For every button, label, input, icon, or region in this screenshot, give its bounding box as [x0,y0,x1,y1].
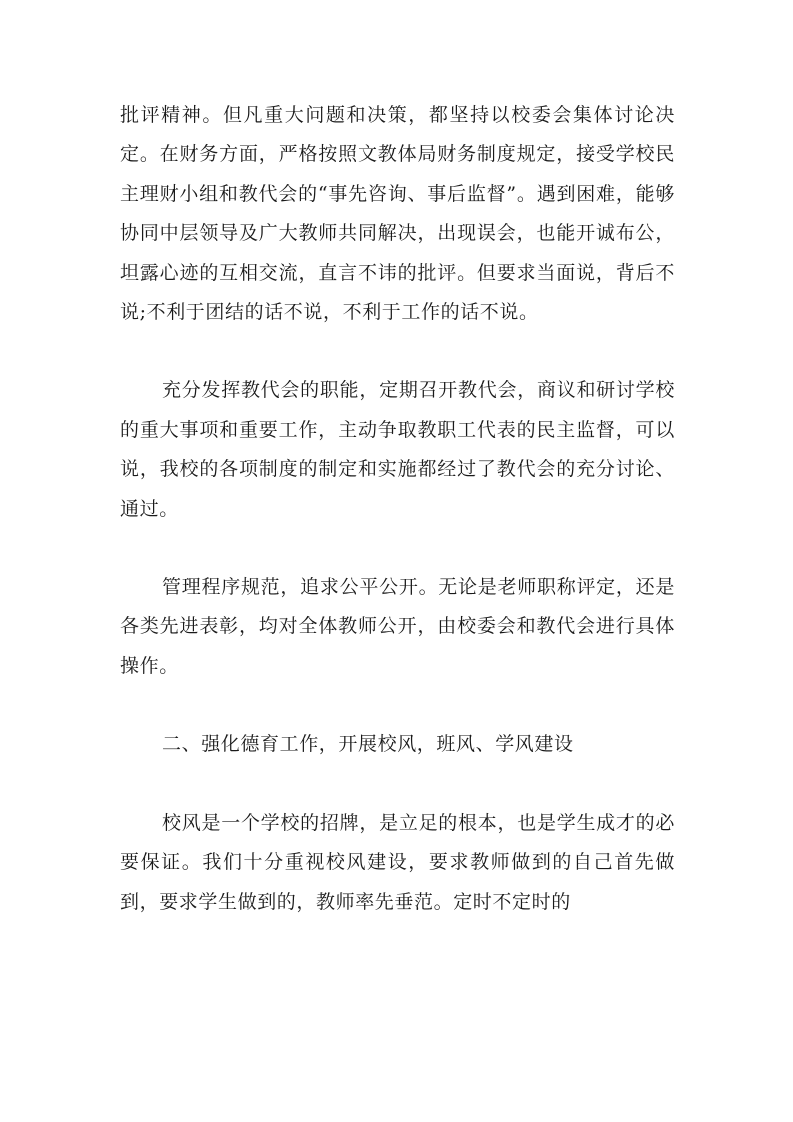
section-heading: 二、强化德育工作，开展校风，班风、学风建设 [162,733,574,756]
paragraph-spacer [120,686,675,725]
paragraph-fair-management: 管理程序规范，追求公平公开。无论是老师职称评定，还是各类先进表彰，均对全体教师公开，由校委会和教代会进行具体操作。 [120,576,675,677]
document-body [120,96,675,922]
paragraph-continuation: 批评精神。但凡重大问题和决策，都坚持以校委会集体讨论决定。在财务方面，严格按照文教体局财务制度规定，接受学校民主理财小组和教代会的“事先咨询、事后监督”。遇到困难，能够协同中层领导及广大教师共同解决，出现误会，也能开诚布公，坦露心迹的互相交流，直言不讳的批评。但要求当面说，背后不说;不利于团结的话不说，不利于工作的话不说。 [120,104,675,324]
paragraph-spacer [120,332,675,371]
paragraph-spacer [120,529,675,568]
paragraph-spacer [120,765,675,804]
paragraph-staff-congress: 充分发挥教代会的职能，定期召开教代会，商议和研讨学校的重大事项和重要工作，主动争取教职工代表的民主监督，可以说，我校的各项制度的制定和实施都经过了教代会的充分讨论、通过。 [120,379,675,520]
paragraph-school-spirit: 校风是一个学校的招牌，是立足的根本，也是学生成才的必要保证。我们十分重视校风建设，要求教师做到的自己首先做到，要求学生做到的，教师率先垂范。定时不定时的 [120,811,675,913]
